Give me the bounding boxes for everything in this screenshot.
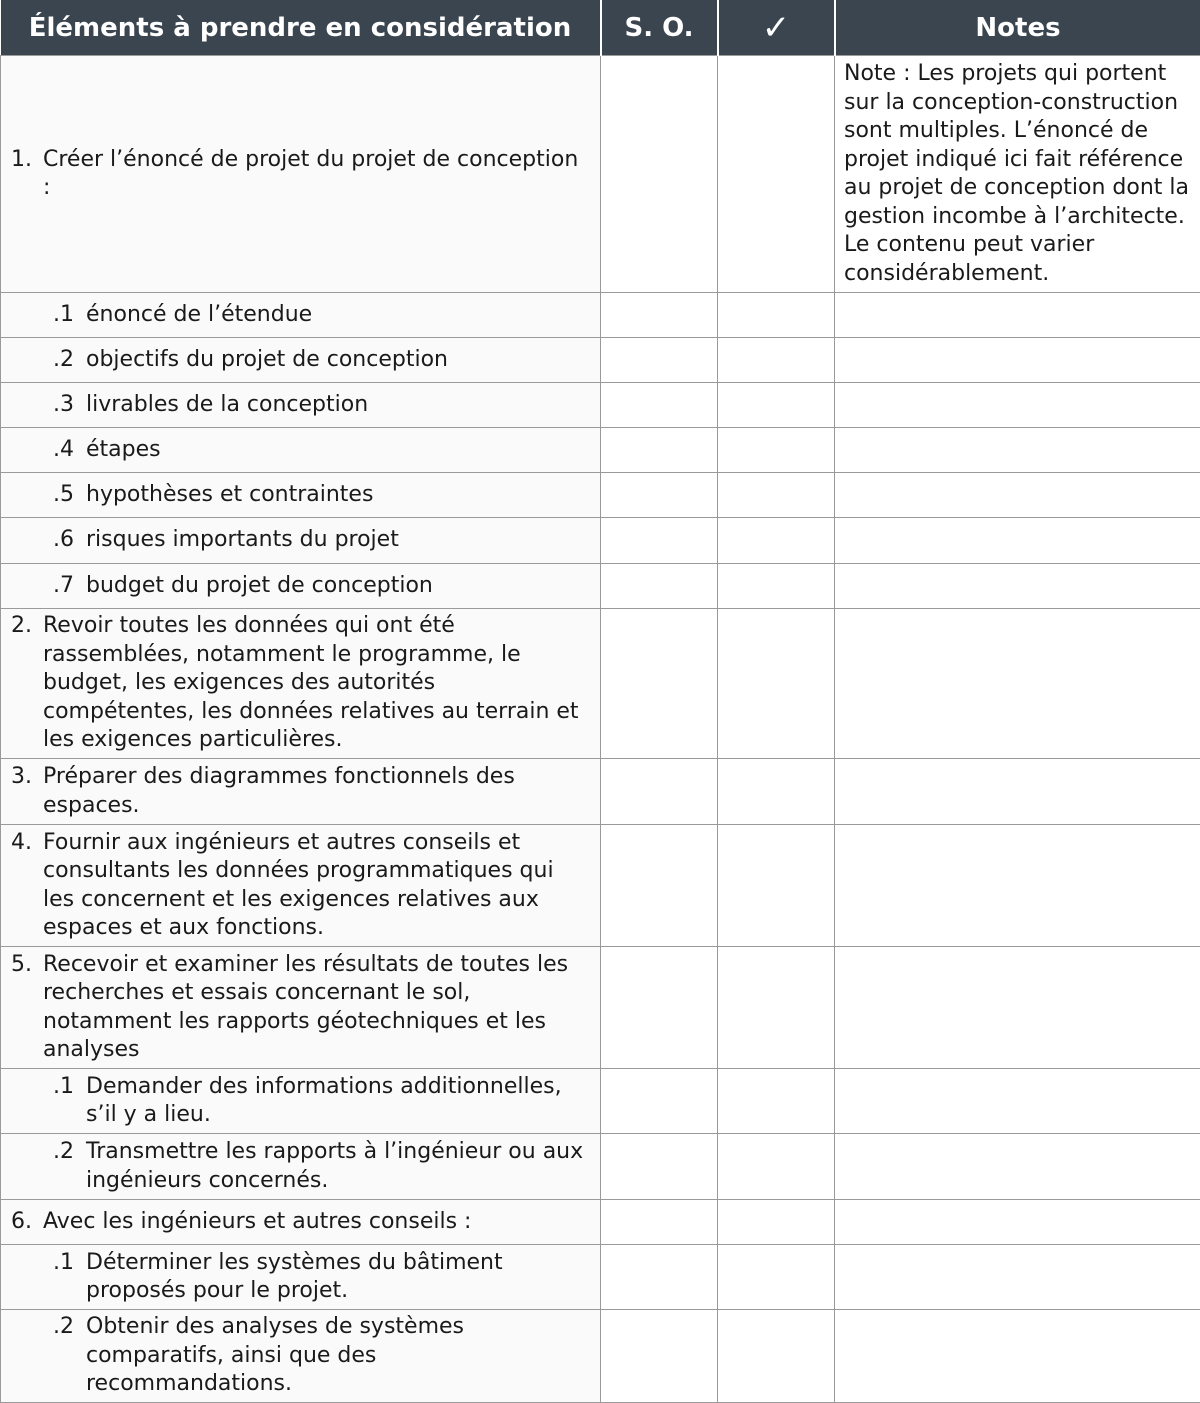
table-row	[1, 609, 1200, 759]
table-row	[1, 338, 1200, 383]
not-applicable-cell[interactable]	[601, 947, 718, 1069]
check-cell[interactable]	[718, 383, 835, 428]
item-cell	[1, 383, 601, 428]
not-applicable-cell[interactable]	[601, 338, 718, 383]
notes-cell[interactable]	[835, 428, 1200, 473]
table-row	[1, 1245, 1200, 1310]
check-cell[interactable]	[718, 1200, 835, 1245]
item-cell	[1, 293, 601, 338]
not-applicable-cell[interactable]	[601, 518, 718, 564]
item-number: 6.	[11, 1208, 32, 1234]
item-cell	[1, 1310, 601, 1403]
notes-cell[interactable]	[835, 825, 1200, 947]
item-number: .2	[53, 1139, 74, 1164]
item-cell	[1, 947, 601, 1069]
not-applicable-cell[interactable]	[601, 609, 718, 759]
not-applicable-cell[interactable]	[601, 759, 718, 825]
header-notes: Notes	[835, 0, 1200, 56]
item-text: livrables de la conception	[86, 391, 369, 417]
table-row	[1, 1069, 1200, 1134]
item-text: Fournir aux ingénieurs et autres conseils et consultants les données programmatiques qui les concernent et les exigences relatives aux espaces et aux fonctions.	[43, 829, 554, 940]
item-number: .1	[53, 1249, 74, 1275]
item-cell	[1, 759, 601, 825]
check-cell[interactable]	[718, 1245, 835, 1310]
item-number: 1.	[11, 146, 32, 172]
check-cell[interactable]	[718, 1069, 835, 1134]
table-row	[1, 564, 1200, 609]
not-applicable-cell[interactable]	[601, 428, 718, 473]
item-cell	[1, 518, 601, 564]
item-cell	[1, 825, 601, 947]
item-text: étapes	[86, 436, 161, 462]
table-row	[1, 473, 1200, 518]
item-cell	[1, 1069, 601, 1134]
notes-cell[interactable]	[835, 1310, 1200, 1403]
item-text: Obtenir des analyses de systèmes comparatifs, ainsi que des recommandations.	[86, 1314, 465, 1397]
check-cell[interactable]	[718, 428, 835, 473]
item-text: Créer l’énoncé de projet du projet de conception :	[43, 146, 579, 200]
not-applicable-cell[interactable]	[601, 564, 718, 609]
check-cell[interactable]	[718, 338, 835, 383]
check-cell[interactable]	[718, 473, 835, 518]
check-cell[interactable]	[718, 759, 835, 825]
table-row	[1, 293, 1200, 338]
item-text: risques importants du projet	[86, 527, 399, 553]
table-row	[1, 1310, 1200, 1403]
notes-cell[interactable]	[835, 759, 1200, 825]
header-row	[1, 0, 1200, 56]
item-text: hypothèses et contraintes	[86, 481, 374, 507]
item-text: Recevoir et examiner les résultats de toutes les recherches et essais concernant le sol, notamment les rapports géotechniques et les analyses	[43, 951, 569, 1062]
item-number: 4.	[11, 829, 32, 855]
check-cell[interactable]	[718, 564, 835, 609]
check-cell[interactable]	[718, 518, 835, 564]
table-row	[1, 518, 1200, 564]
not-applicable-cell[interactable]	[601, 1134, 718, 1200]
item-cell	[1, 473, 601, 518]
check-cell[interactable]	[718, 293, 835, 338]
check-cell[interactable]	[718, 1134, 835, 1200]
notes-cell[interactable]	[835, 1200, 1200, 1245]
item-text: Avec les ingénieurs et autres conseils :	[43, 1208, 472, 1234]
notes-cell[interactable]	[835, 609, 1200, 759]
check-cell[interactable]	[718, 825, 835, 947]
header-checkmark	[718, 0, 835, 56]
check-cell[interactable]	[718, 947, 835, 1069]
item-number: .6	[53, 527, 74, 553]
table-row	[1, 383, 1200, 428]
notes-cell[interactable]	[835, 1069, 1200, 1134]
table-row	[1, 825, 1200, 947]
table-row	[1, 1200, 1200, 1245]
item-number: 3.	[11, 764, 32, 789]
item-cell	[1, 1245, 601, 1310]
not-applicable-cell[interactable]	[601, 473, 718, 518]
not-applicable-cell[interactable]	[601, 1069, 718, 1134]
table-row	[1, 759, 1200, 825]
item-number: .7	[53, 572, 74, 598]
header-not-applicable: S. O.	[601, 0, 718, 56]
table-row	[1, 428, 1200, 473]
item-cell	[1, 609, 601, 759]
item-text: objectifs du projet de conception	[86, 346, 448, 372]
not-applicable-cell[interactable]	[601, 1200, 718, 1245]
item-text: Revoir toutes les données qui ont été rassemblées, notamment le programme, le budget, les exigences des autorités compétentes, les données relatives au terrain et les exigences particulières.	[43, 613, 579, 753]
item-number: .5	[53, 481, 74, 507]
item-number: .1	[53, 1073, 74, 1099]
not-applicable-cell[interactable]	[601, 1245, 718, 1310]
item-text: Déterminer les systèmes du bâtiment proposés pour le projet.	[86, 1249, 503, 1303]
item-cell	[1, 1134, 601, 1200]
item-number: 2.	[11, 613, 32, 639]
notes-cell[interactable]	[835, 473, 1200, 518]
item-cell	[1, 1200, 601, 1245]
item-number: .2	[53, 1314, 74, 1340]
item-number: 5.	[11, 951, 32, 977]
header-items: Éléments à prendre en considération	[1, 0, 601, 56]
notes-cell[interactable]	[835, 947, 1200, 1069]
not-applicable-cell[interactable]	[601, 825, 718, 947]
notes-cell[interactable]: Note : Les projets qui portent sur la conception-construction sont multiples. L’énoncé de projet indiqué ici fait référence au projet de conception dont la gestion incombe à l’architecte. Le contenu peut varier considérablement.	[835, 56, 1200, 293]
table-row	[1, 947, 1200, 1069]
not-applicable-cell[interactable]	[601, 293, 718, 338]
notes-cell[interactable]	[835, 1134, 1200, 1200]
item-text: Préparer des diagrammes fonctionnels des espaces.	[43, 764, 515, 818]
item-cell	[1, 56, 601, 293]
item-cell	[1, 564, 601, 609]
notes-cell[interactable]	[835, 383, 1200, 428]
item-text: Demander des informations additionnelles, s’il y a lieu.	[86, 1073, 562, 1127]
item-cell	[1, 428, 601, 473]
item-number: .2	[53, 346, 74, 372]
check-cell[interactable]	[718, 56, 835, 293]
notes-cell[interactable]	[835, 338, 1200, 383]
not-applicable-cell[interactable]	[601, 1310, 718, 1403]
table-row	[1, 1134, 1200, 1200]
check-cell[interactable]	[718, 609, 835, 759]
not-applicable-cell[interactable]	[601, 56, 718, 293]
item-number: .1	[53, 301, 74, 327]
checkmark-icon: ✓	[761, 7, 791, 48]
table-row	[1, 56, 1200, 293]
item-text: énoncé de l’étendue	[86, 301, 313, 327]
check-cell[interactable]	[718, 1310, 835, 1403]
item-number: .4	[53, 436, 74, 462]
not-applicable-cell[interactable]	[601, 383, 718, 428]
notes-cell[interactable]	[835, 518, 1200, 564]
item-text: Transmettre les rapports à l’ingénieur ou aux ingénieurs concernés.	[86, 1139, 584, 1193]
item-cell	[1, 338, 601, 383]
notes-cell[interactable]	[835, 1245, 1200, 1310]
notes-cell[interactable]	[835, 293, 1200, 338]
notes-cell[interactable]	[835, 564, 1200, 609]
item-number: .3	[53, 391, 74, 417]
item-text: budget du projet de conception	[86, 572, 433, 598]
